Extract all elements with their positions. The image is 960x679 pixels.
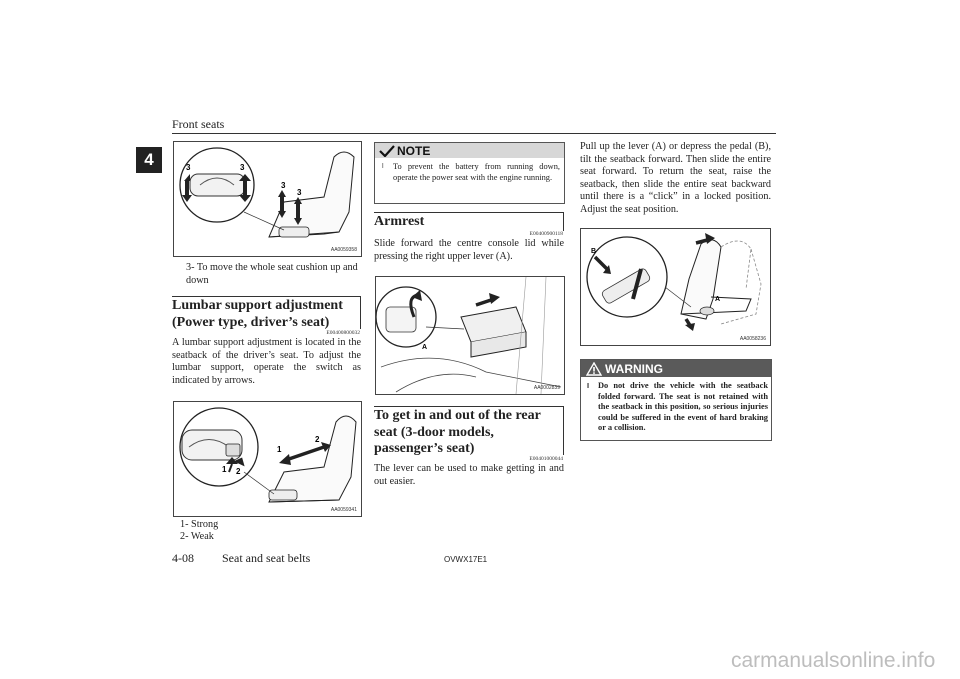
note-check-icon [379, 145, 395, 157]
warning-triangle-icon [586, 362, 602, 376]
fig2-label: 1 [222, 465, 227, 474]
footer-section-title: Seat and seat belts [222, 551, 311, 565]
figure-lumbar [173, 401, 362, 517]
list-item: 2- Weak [180, 531, 214, 542]
fig2-label: 1 [277, 445, 282, 454]
figure-code: AA0058236 [739, 336, 766, 342]
fig1-label: 3 [297, 188, 302, 197]
console-lid-illustration [376, 277, 564, 394]
armrest-heading-box [374, 212, 564, 231]
fig4-label-a: A [715, 296, 721, 303]
note-header [375, 143, 564, 158]
fig2-label: 2 [315, 435, 320, 444]
rear-seat-code: E00401000044 [529, 456, 563, 462]
note-text: To prevent the battery from running down, operate the power seat with the engine running. [393, 162, 560, 182]
figure-armrest [375, 276, 565, 395]
lumbar-heading-box [172, 296, 361, 329]
figure-tilt-seat [580, 228, 771, 346]
bullet-icon: l [587, 383, 590, 390]
rear-seat-text: The lever can be used to make getting in and out easier. [374, 463, 564, 487]
armrest-heading: Armrest [374, 214, 425, 229]
page-number: 4-08 [172, 551, 194, 565]
note-box [374, 142, 565, 204]
figure-code: AA0059341 [330, 507, 357, 513]
list-item: 1- Strong [180, 519, 219, 530]
figure-seat-height [173, 141, 362, 257]
watermark: carmanualsonline.info [731, 649, 936, 672]
bullet-icon: l [382, 163, 384, 170]
footer-doc-code: OVWX17E1 [444, 555, 488, 564]
figure-code: AA0059358 [330, 247, 357, 253]
lumbar-switch-illustration [174, 402, 361, 516]
fig1-label: 3 [186, 163, 191, 172]
lumbar-heading: Lumbar support adjustment (Power type, driver’s seat) [172, 298, 343, 330]
running-header: Front seats [172, 117, 225, 131]
note-label: NOTE [397, 144, 431, 158]
lumbar-text: A lumbar support adjustment is located in the seatback of the driver’s seat. To adjust the lumbar support, operate the switch as indicated by arrows. [172, 337, 361, 386]
warning-text: Do not drive the vehicle with the seatback folded forward. The seat is not retained with the seatback in this position, so serious injuries could be suffered in the event of hard braking or a collision. [598, 381, 768, 432]
fig1-label: 3 [240, 163, 245, 172]
figure-caption: 3- To move the whole seat cushion up and down [186, 262, 358, 286]
seat-cushion-illustration [174, 142, 361, 256]
seat-tilt-illustration [581, 229, 770, 345]
header-rule [172, 133, 776, 134]
fig1-label: 3 [281, 181, 286, 190]
rear-seat-heading-box [374, 406, 564, 455]
fig3-label-a: A [422, 344, 428, 351]
warning-label: WARNING [605, 362, 663, 376]
tilt-instructions: Pull up the lever (A) or depress the pedal (B), tilt the seatback forward. Then slide the entire seat forward. To return the seat, raise the seatback, then slide the entire seat backward until there is a “click” in a locked position. Adjust the seat position. [580, 141, 771, 215]
chapter-tab: 4 [136, 147, 162, 173]
armrest-code: E00400900118 [529, 231, 563, 237]
warning-box [580, 359, 772, 441]
warning-header [581, 360, 771, 377]
lumbar-code: E00400800032 [326, 330, 360, 336]
fig4-label-b: B [591, 248, 597, 255]
figure-code: AA0002839 [533, 385, 560, 391]
fig2-label: 2 [236, 467, 241, 476]
armrest-text: Slide forward the centre console lid while pressing the right upper lever (A). [374, 238, 564, 262]
rear-seat-heading: To get in and out of the rear seat (3-door models, passenger’s seat) [374, 408, 541, 456]
